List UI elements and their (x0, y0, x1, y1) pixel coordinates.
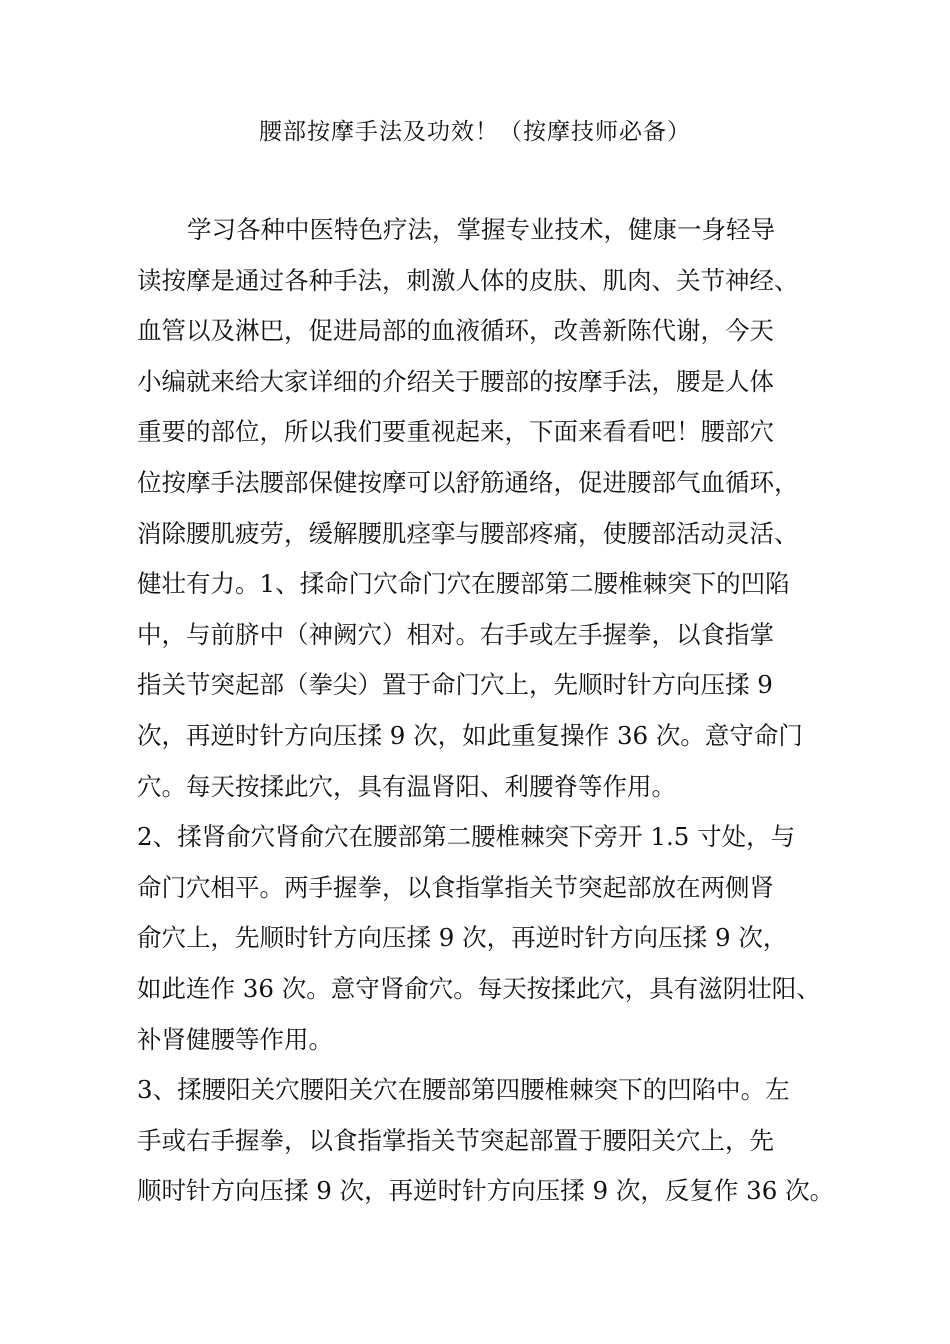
document-title: 腰部按摩手法及功效！（按摩技师必备） (259, 119, 691, 145)
text-line: 血管以及淋巴，促进局部的血液循环，改善新陈代谢，今天 (137, 316, 774, 346)
text-line: 小编就来给大家详细的介绍关于腰部的按摩手法，腰是人体 (137, 366, 774, 396)
text-line: 穴。每天按揉此穴，具有温肾阳、利腰脊等作用。 (137, 771, 676, 801)
text-line: 学习各种中医特色疗法，掌握专业技术，健康一身轻导 (187, 215, 775, 244)
text-line: 2、揉肾俞穴肾俞穴在腰部第二腰椎棘突下旁开 1.5 寸处，与 (137, 822, 796, 852)
document-body (137, 205, 837, 1217)
text-line: 位按摩手法腰部保健按摩可以舒筋通络，促进腰部气血循环， (137, 467, 799, 497)
text-line: 重要的部位，所以我们要重视起来，下面来看看吧！腰部穴 (137, 417, 774, 447)
text-line: 次，再逆时针方向压揉 9 次，如此重复操作 36 次。意守命门 (137, 720, 803, 750)
text-line: 健壮有力。1、揉命门穴命门穴在腰部第二腰椎棘突下的凹陷 (137, 569, 790, 599)
text-line: 消除腰肌疲劳，缓解腰肌痉挛与腰部疼痛，使腰部活动灵活、 (137, 518, 799, 548)
text-line: 俞穴上，先顺时针方向压揉 9 次，再逆时针方向压揉 9 次， (137, 923, 788, 953)
text-line: 指关节突起部（拳尖）置于命门穴上，先顺时针方向压揉 9 (137, 670, 773, 700)
text-line: 如此连作 36 次。意守肾俞穴。每天按揉此穴，具有滋阴壮阳、 (137, 973, 821, 1003)
text-line: 顺时针方向压揉 9 次，再逆时针方向压揉 9 次，反复作 36 次。 (137, 1176, 835, 1206)
text-line: 读按摩是通过各种手法，刺激人体的皮肤、肌肉、关节神经、 (137, 265, 799, 295)
text-line: 3、揉腰阳关穴腰阳关穴在腰部第四腰椎棘突下的凹陷中。左 (137, 1075, 790, 1105)
text-line: 中，与前脐中（神阙穴）相对。右手或左手握拳，以食指掌 (137, 619, 774, 649)
text-line: 补肾健腰等作用。 (137, 1024, 333, 1054)
text-line: 命门穴相平。两手握拳，以食指掌指关节突起部放在两侧肾 (137, 872, 774, 902)
text-line: 手或右手握拳，以食指掌指关节突起部置于腰阳关穴上，先 (137, 1125, 774, 1155)
